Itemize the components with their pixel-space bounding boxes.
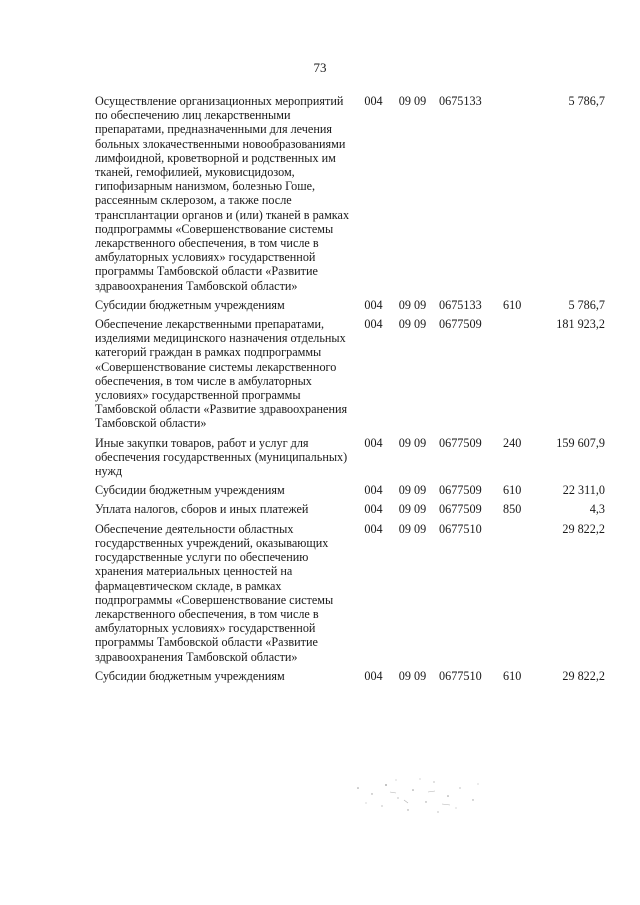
row-target-code: 0677509 xyxy=(439,435,482,450)
table-row xyxy=(95,502,605,521)
row-amount: 181 923,2 xyxy=(556,317,605,332)
row-section-code: 09 09 xyxy=(398,94,427,108)
row-expense-type: 610 xyxy=(503,483,522,498)
row-name: Субсидии бюджетным учреждениям xyxy=(95,668,285,683)
row-section-code: 09 09 xyxy=(398,502,427,517)
row-expense-type: 240 xyxy=(503,435,522,450)
row-expense-type: 610 xyxy=(503,297,522,312)
table-row xyxy=(95,522,605,669)
row-name: Осуществление организационных мероприятий по обеспечению лиц лекарственными препаратами, предназначенными для лечения больных злокачественными новообразованиями лимфоидной, кроветворной и родственных им тканей, гемофилией, муковисцидозом, гипофизарным нанизмом, болезнью Гоше, рассеянным склерозом, а также после трансплантации органов и (или) тканей в рамках подпрограммы «Совершенствование системы лекарственного обеспечения, в том числе в амбулаторных условиях» государственной программы Тамбовской области «Развитие здравоохранения Тамбовской области» xyxy=(95,94,350,293)
row-section-code: 09 09 xyxy=(398,483,427,498)
row-target-code: 0677509 xyxy=(439,502,482,517)
row-ministry-code: 004 xyxy=(364,668,383,683)
row-section-code: 09 09 xyxy=(398,521,427,536)
row-target-code: 0677510 xyxy=(439,521,482,536)
row-expense-type: 610 xyxy=(503,668,522,683)
row-expense-type xyxy=(503,317,541,436)
budget-table xyxy=(95,94,605,688)
row-section-code: 09 09 xyxy=(398,317,427,332)
row-expense-type xyxy=(503,94,541,298)
table-row xyxy=(95,483,605,502)
row-name: Уплата налогов, сборов и иных платежей xyxy=(95,502,309,517)
row-section-code: 09 09 xyxy=(398,668,427,683)
table-row xyxy=(95,298,605,317)
page-number: 73 xyxy=(313,60,327,75)
row-ministry-code: 004 xyxy=(364,317,383,332)
row-name: Обеспечение деятельности областных государственных учреждений, оказывающих государственные услуги по обеспечению хранения материальных ценностей на фармацевтическом складе, в рамках подпрограммы «Совершенствование системы лекарственного обеспечения, в том числе в амбулаторных условиях» государственной программы Тамбовской области «Развитие здравоохранения Тамбовской области» xyxy=(95,521,334,664)
table-row xyxy=(95,669,605,688)
row-section-code: 09 09 xyxy=(398,297,427,312)
row-ministry-code: 004 xyxy=(364,94,383,108)
row-expense-type: 850 xyxy=(503,502,522,517)
row-target-code: 0675133 xyxy=(439,94,482,108)
row-ministry-code: 004 xyxy=(364,502,383,517)
row-amount: 22 311,0 xyxy=(562,483,605,498)
row-target-code: 0677509 xyxy=(439,483,482,498)
row-amount: 4,3 xyxy=(589,502,605,517)
row-amount: 29 822,2 xyxy=(562,668,605,683)
row-ministry-code: 004 xyxy=(364,297,383,312)
row-amount: 29 822,2 xyxy=(562,521,605,536)
row-name: Обеспечение лекарственными препаратами, изделиями медицинского назначения отдельных категорий граждан в рамках подпрограммы «Совершенствование системы лекарственного обеспечения, в том числе в амбулаторных условиях» государственной программы Тамбовской области «Развитие здравоохранения Тамбовской области» xyxy=(95,317,348,431)
row-section-code: 09 09 xyxy=(398,435,427,450)
row-amount: 159 607,9 xyxy=(556,435,605,450)
row-ministry-code: 004 xyxy=(364,435,383,450)
table-row xyxy=(95,94,605,298)
table-row xyxy=(95,317,605,436)
row-amount: 5 786,7 xyxy=(568,297,605,312)
row-target-code: 0675133 xyxy=(439,297,482,312)
row-amount: 5 786,7 xyxy=(568,94,605,108)
table-row xyxy=(95,436,605,484)
row-name: Субсидии бюджетным учреждениям xyxy=(95,297,285,312)
row-expense-type xyxy=(503,522,541,669)
row-target-code: 0677509 xyxy=(439,317,482,332)
row-ministry-code: 004 xyxy=(364,521,383,536)
row-name: Субсидии бюджетным учреждениям xyxy=(95,483,285,498)
scan-noise-marks xyxy=(338,770,518,830)
row-name: Иные закупки товаров, работ и услуг для обеспечения государственных (муниципальных) нужд xyxy=(95,435,348,479)
row-target-code: 0677510 xyxy=(439,668,482,683)
row-ministry-code: 004 xyxy=(364,483,383,498)
